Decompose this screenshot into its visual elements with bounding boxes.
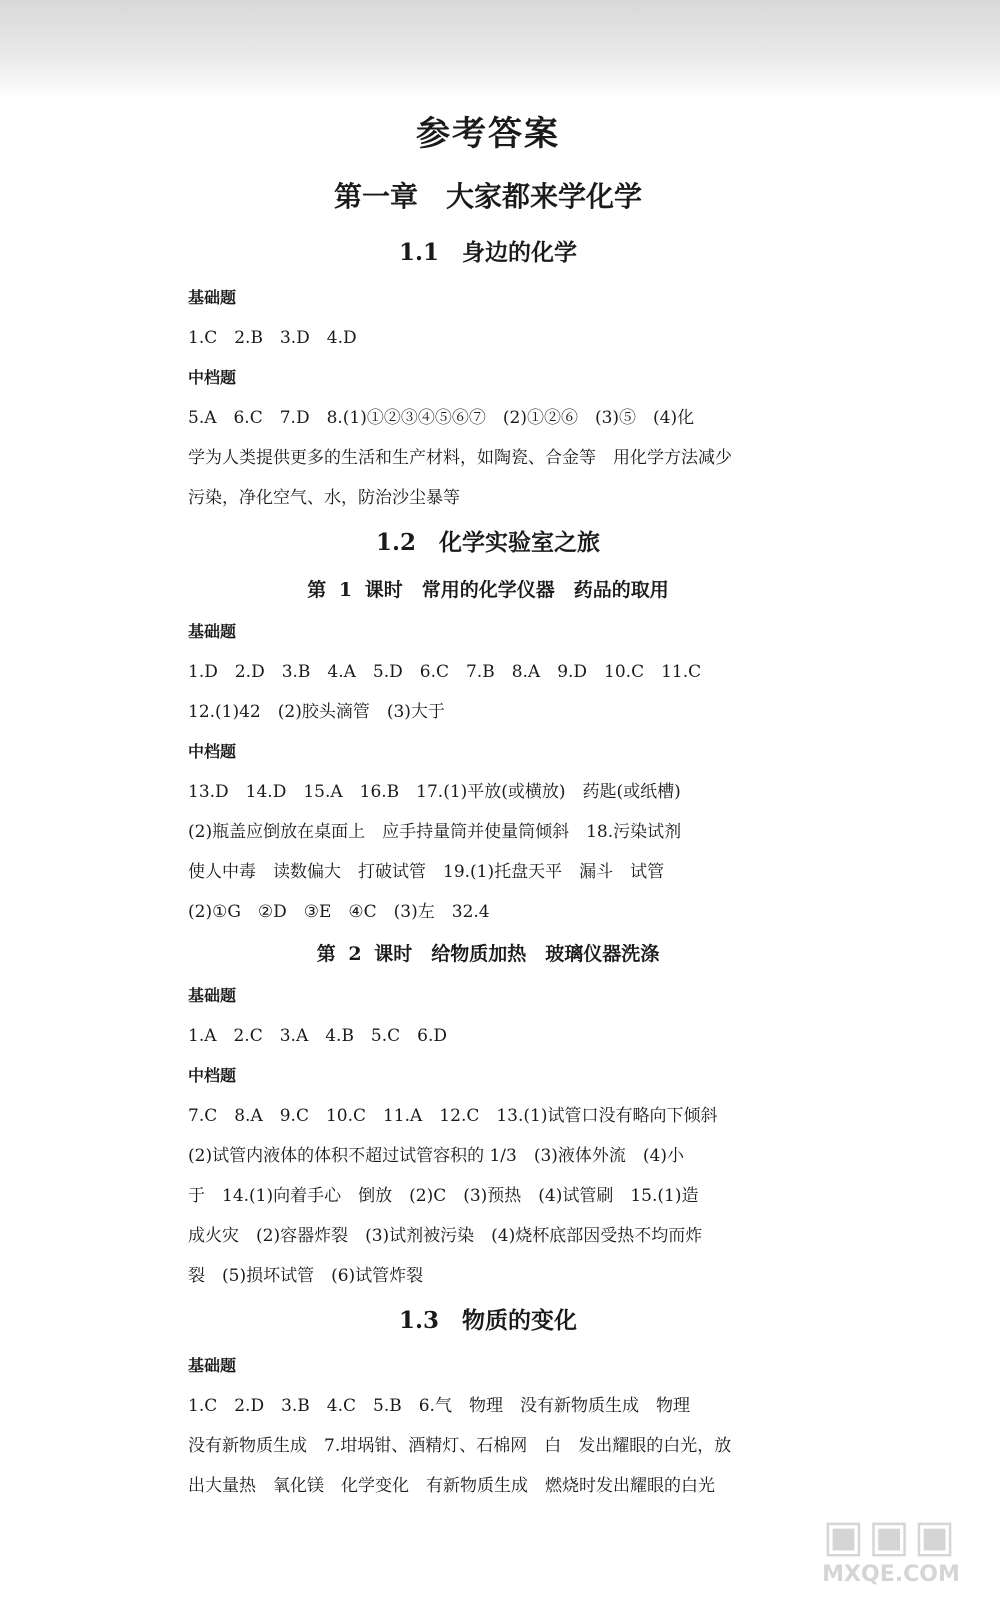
answer-line: 出大量热 氧化镁 化学变化 有新物质生成 燃烧时发出耀眼的白光 — [188, 1476, 715, 1496]
answer-line: 12.(1)42 (2)胶头滴管 (3)大于 — [188, 702, 445, 722]
answer-line: 1.A 2.C 3.A 4.B 5.C 6.D — [188, 1026, 448, 1046]
mid-label: 中档题 — [188, 1066, 237, 1085]
answer-line: 使人中毒 读数偏大 打破试管 19.(1)托盘天平 漏斗 试管 — [188, 862, 665, 882]
section-title-1-2: 1.2 化学实验室之旅 — [375, 529, 600, 556]
site-watermark — [796, 1512, 986, 1592]
basic-label: 基础题 — [188, 1356, 237, 1375]
answer-line: (2)试管内液体的体积不超过试管容积的 1/3 (3)液体外流 (4)小 — [188, 1146, 685, 1166]
answer-line: 13.D 14.D 15.A 16.B 17.(1)平放(或横放) 药匙(或纸槽) — [188, 782, 681, 802]
content — [188, 100, 788, 1506]
answer-line: 裂 (5)损坏试管 (6)试管炸裂 — [188, 1266, 424, 1286]
answer-line: 于 14.(1)向着手心 倒放 (2)C (3)预热 (4)试管刷 15.(1)造 — [188, 1186, 699, 1206]
answer-line: (2)瓶盖应倒放在桌面上 应手持量筒并使量筒倾斜 18.污染试剂 — [188, 822, 682, 842]
section-title-1-1: 1.1 身边的化学 — [398, 239, 577, 266]
basic-label: 基础题 — [188, 986, 237, 1005]
answer-line: 1.C 2.D 3.B 4.C 5.B 6.气 物理 没有新物质生成 物理 — [188, 1396, 690, 1416]
answer-line: 1.C 2.B 3.D 4.D — [188, 328, 357, 348]
basic-label: 基础题 — [188, 288, 237, 307]
answer-line: 成火灾 (2)容器炸裂 (3)试剂被污染 (4)烧杯底部因受热不均而炸 — [188, 1226, 703, 1246]
answer-line: 1.D 2.D 3.B 4.A 5.D 6.C 7.B 8.A 9.D 10.C 11.C — [188, 662, 702, 682]
chapter-title: 第一章 大家都来学化学 — [333, 180, 642, 213]
answer-line: 7.C 8.A 9.C 10.C 11.A 12.C 13.(1)试管口没有略向下倾斜 — [188, 1106, 718, 1126]
lesson-title-2: 第 2 课时 给物质加热 玻璃仪器洗涤 — [316, 943, 660, 965]
section-title-1-3: 1.3 物质的变化 — [398, 1307, 577, 1334]
page-title: 参考答案 — [416, 114, 560, 154]
answer-line: 5.A 6.C 7.D 8.(1)①②③④⑤⑥⑦ (2)①②⑥ (3)⑤ (4)化 — [188, 408, 695, 428]
answer-line: 学为人类提供更多的生活和生产材料，如陶瓷、合金等 用化学方法减少 — [188, 448, 732, 468]
basic-label: 基础题 — [188, 622, 237, 641]
lesson-title-1: 第 1 课时 常用的化学仪器 药品的取用 — [307, 579, 669, 601]
watermark-logo-icon: ▣▣▣ — [822, 1511, 960, 1562]
answer-line: 污染，净化空气、水，防治沙尘暴等 — [188, 488, 460, 508]
mid-label: 中档题 — [188, 368, 237, 387]
answer-line: (2)①G ②D ③E ④C (3)左 32.4 — [188, 902, 490, 922]
scan-top-band — [0, 0, 1000, 100]
watermark-text: MXQE.COM — [822, 1562, 960, 1587]
mid-label: 中档题 — [188, 742, 237, 761]
answer-line: 没有新物质生成 7.坩埚钳、酒精灯、石棉网 白 发出耀眼的白光，放 — [188, 1436, 732, 1456]
